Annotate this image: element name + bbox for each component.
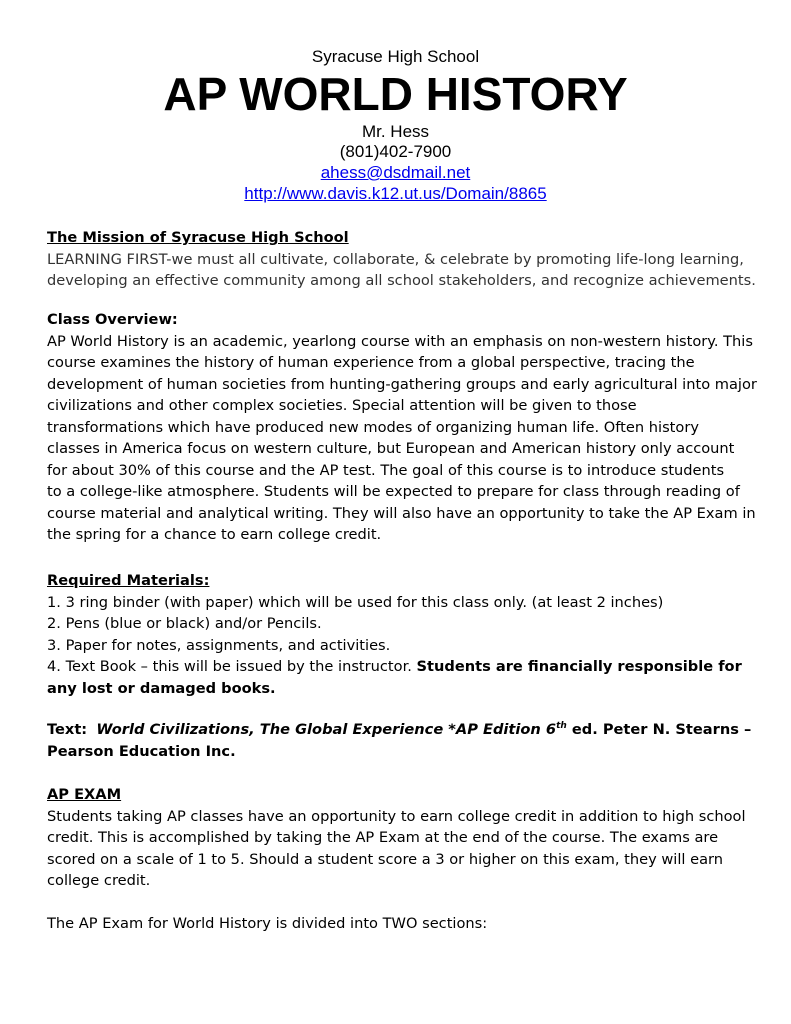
overview-line: AP World History is an academic, yearlong course with an emphasis on non-western history. This (47, 332, 753, 350)
materials-item: 3. Paper for notes, assignments, and activities. (47, 636, 391, 654)
overview-line: the spring for a chance to earn college credit. (47, 526, 382, 543)
overview-line: for about 30% of this course and the AP test. The goal of this course is to introduce students (47, 461, 725, 479)
materials-heading: Required Materials: (47, 572, 210, 589)
teacher-name: Mr. Hess (361, 122, 430, 141)
textbook-label: Text: (47, 721, 88, 738)
exam-line: scored on a scale of 1 to 5. Should a student score a 3 or higher on this exam, they will earn (47, 850, 724, 868)
overview-line: transformations which have produced new modes of organizing human life. Often history (47, 418, 699, 436)
mission-section (47, 227, 757, 292)
exam-line: Students taking AP classes have an opportunity to earn college credit in addition to high school (47, 807, 746, 825)
website-link[interactable]: http://www.davis.k12.ut.us/Domain/8865 (244, 184, 547, 203)
textbook-publisher: Pearson Education Inc. (47, 742, 236, 760)
textbook-title: World Civilizations, The Global Experience *AP Edition 6 (96, 721, 557, 738)
mission-line: developing an effective community among all school stakeholders, and recognize achievements. (47, 272, 756, 289)
exam-sections-intro (47, 913, 757, 935)
materials-item-4-text: 4. Text Book – this will be issued by the instructor. (47, 658, 417, 675)
school-name: Syracuse High School (311, 47, 480, 66)
materials-warning-cont: any lost or damaged books. (47, 679, 276, 697)
exam-sections-line: The AP Exam for World History is divided into TWO sections: (47, 915, 488, 932)
email-line (0, 162, 791, 183)
materials-item: 2. Pens (blue or black) and/or Pencils. (47, 615, 322, 632)
exam-line: credit. This is accomplished by taking the AP Exam at the end of the course. The exams are (47, 829, 719, 846)
overview-line: classes in America focus on western culture, but European and American history only account (47, 440, 735, 457)
exam-heading: AP EXAM (47, 786, 122, 803)
materials-item: 1. 3 ring binder (with paper) which will be used for this class only. (at least 2 inches) (47, 593, 664, 611)
mission-heading: The Mission of Syracuse High School (47, 229, 349, 246)
overview-line: to a college-like atmosphere. Students will be expected to prepare for class through reading of (47, 483, 740, 500)
overview-line: course examines the history of human experience from a global perspective, tracing the (47, 354, 695, 371)
materials-section (47, 570, 757, 699)
overview-section (47, 309, 757, 546)
teacher-phone: (801)402-7900 (339, 142, 452, 161)
email-link[interactable]: ahess@dsdmail.net (320, 163, 471, 182)
overview-heading: Class Overview: (47, 311, 178, 328)
website-line (0, 183, 791, 204)
overview-line: development of human societies from hunting-gathering groups and early agricultural into major (47, 375, 757, 393)
overview-line: course material and analytical writing. They will also have an opportunity to take the AP Exam in (47, 504, 756, 522)
materials-warning: Students are financially responsible for (416, 658, 742, 675)
textbook-edition-sup: th (556, 721, 567, 732)
textbook-section (47, 719, 757, 762)
exam-line: college credit. (47, 872, 151, 889)
exam-section (47, 784, 757, 892)
page-title: AP WORLD HISTORY (163, 68, 628, 120)
textbook-line (47, 719, 757, 741)
materials-item-4 (47, 656, 757, 678)
overview-line: civilizations and other complex societies. Special attention will be given to those (47, 397, 637, 414)
textbook-author: ed. Peter N. Stearns – (566, 721, 752, 738)
mission-line: LEARNING FIRST-we must all cultivate, collaborate, & celebrate by promoting life-long learning, (47, 250, 744, 268)
